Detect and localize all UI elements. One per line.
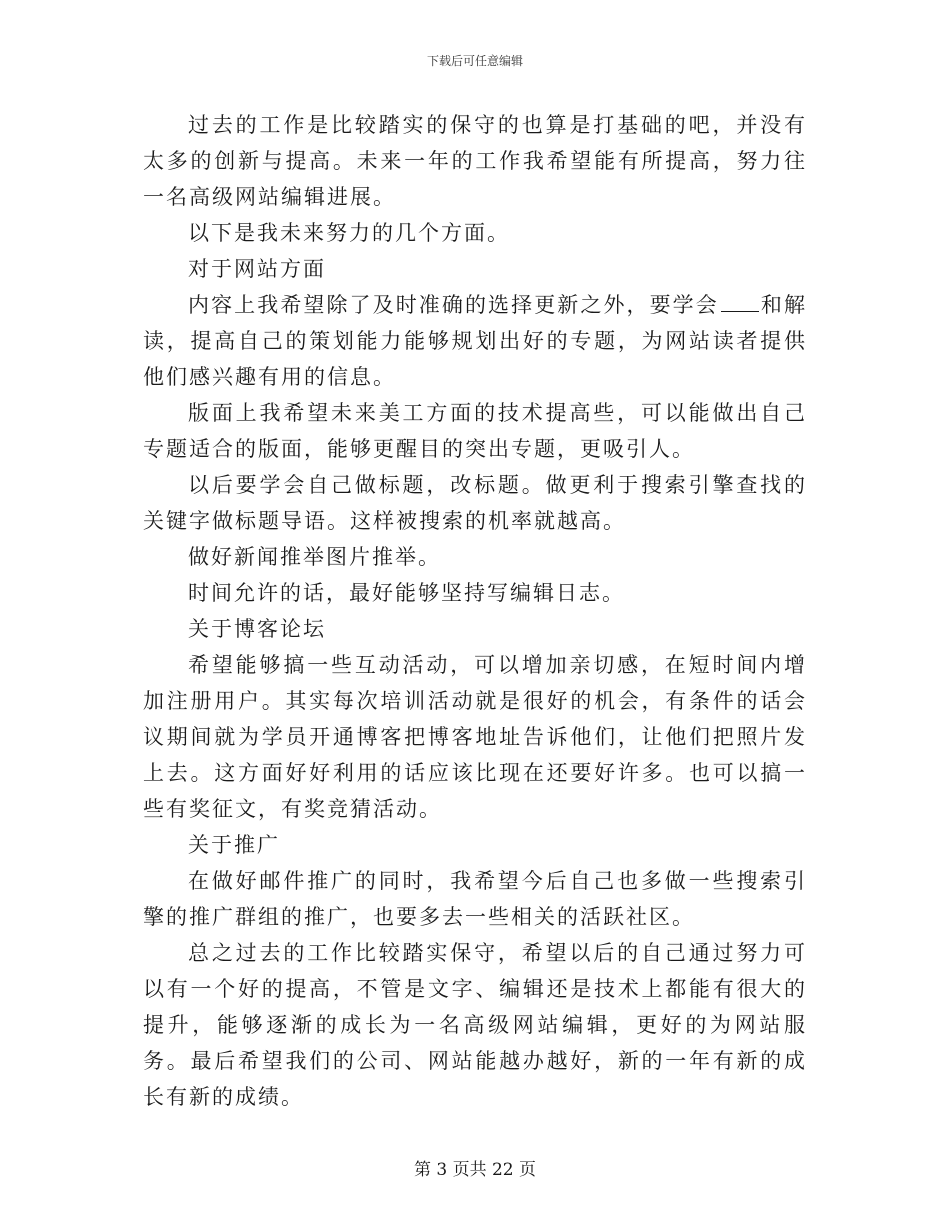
- paragraph-layout: 版面上我希望未来美工方面的技术提高些，可以能做出自己专题适合的版面，能够更醒目的突出专题，更吸引人。: [143, 401, 807, 461]
- document-body: [143, 107, 807, 1115]
- paragraph-directions: 以下是我未来努力的几个方面。: [188, 221, 510, 245]
- paragraph-blog: 希望能够搞一些互动活动，可以增加亲切感，在短时间内增加注册用户。其实每次培训活动就是很好的机会，有条件的话会议期间就为学员开通博客把博客地址告诉他们，让他们把照片发上去。这方面好好利用的话应该比现在还要好许多。也可以搞一些有奖征文，有奖竞猜活动。: [143, 653, 807, 821]
- paragraph-summary: 总之过去的工作比较踏实保守，希望以后的自己通过努力可以有一个好的提高，不管是文字、编辑还是技术上都能有很大的提升，能够逐渐的成长为一名高级网站编辑，更好的为网站服务。最后希望我们的公司、网站能越办越好，新的一年有新的成长有新的成绩。: [143, 941, 807, 1109]
- paragraph-log: 时间允许的话，最好能够坚持写编辑日志。: [188, 581, 625, 605]
- paragraph-content-after: 和解读，提高自己的策划能力能够规划出好的专题，为网站读者提供他们感兴趣有用的信息。: [143, 293, 808, 389]
- section-heading-promotion: 关于推广: [188, 833, 280, 857]
- paragraph-content: [143, 287, 807, 395]
- paragraph-news: 做好新闻推举图片推举。: [188, 545, 441, 569]
- page-header: 下载后可任意编辑: [426, 54, 523, 68]
- paragraph-promotion: 在做好邮件推广的同时，我希望今后自己也多做一些搜索引擎的推广群组的推广，也要多去一些相关的活跃社区。: [143, 869, 807, 929]
- fill-in-blank: [721, 293, 759, 312]
- paragraph-titles: 以后要学会自己做标题，改标题。做更利于搜索引擎查找的关键字做标题导语。这样被搜索的机率就越高。: [143, 473, 807, 533]
- page-footer: 第 3 页共 22 页: [413, 1160, 537, 1180]
- section-heading-website: 对于网站方面: [188, 257, 326, 281]
- paragraph-intro: 过去的工作是比较踏实的保守的也算是打基础的吧，并没有太多的创新与提高。未来一年的工作我希望能有所提高，努力往一名高级网站编辑进展。: [143, 113, 807, 209]
- paragraph-content-before: 内容上我希望除了及时准确的选择更新之外，要学会: [188, 293, 719, 317]
- section-heading-blog: 关于博客论坛: [188, 617, 326, 641]
